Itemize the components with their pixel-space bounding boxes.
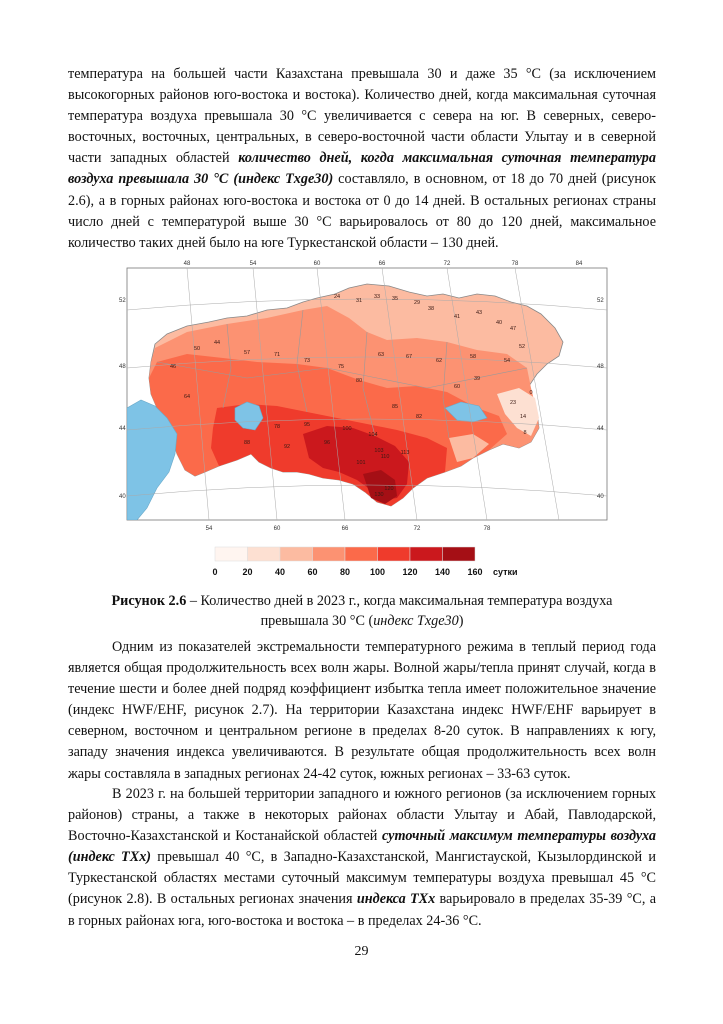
legend-swatch — [410, 547, 443, 561]
legend-tick: 20 — [242, 567, 253, 577]
page-number: 29 — [354, 944, 369, 959]
station-value: 57 — [243, 350, 251, 356]
station-value: 39 — [473, 376, 481, 382]
lon-tick-bottom: 72 — [413, 526, 421, 532]
station-value: 71 — [273, 352, 281, 358]
legend-tick: 140 — [434, 567, 451, 577]
station-value: 44 — [213, 340, 221, 346]
station-value: 46 — [169, 364, 177, 370]
station-value: 24 — [333, 294, 341, 300]
lon-tick-top: 78 — [511, 261, 519, 267]
legend-swatch — [248, 547, 281, 561]
station-value: 41 — [453, 314, 461, 320]
lon-tick-bottom: 60 — [273, 526, 281, 532]
map-legend — [205, 545, 535, 585]
lon-tick-bottom: 66 — [341, 526, 349, 532]
station-value: 80 — [355, 378, 363, 384]
lon-tick-top: 54 — [249, 261, 257, 267]
legend-tick: 120 — [402, 567, 418, 577]
figure-label: Рисунок 2.6 — [111, 593, 187, 609]
index-definition-emphasis: количество дней, когда максимальная суточная температура воздуха превышала 30 °С (индекс Txge30) — [68, 150, 656, 188]
txx-index-emphasis: индекса TXx — [356, 891, 436, 908]
paragraph-text: превышал 40 °С, в Западно-Казахстанской, Мангистауской, Кызылординской и Туркестанской областях местами суточный максимум температуры воздуха превышал 45 °С (рисунок 2.8). В остальных регионах значения — [68, 849, 656, 908]
station-value: 64 — [183, 394, 191, 400]
station-value: 50 — [193, 346, 201, 352]
legend-tick: 0 — [212, 567, 218, 577]
paragraph-text: В 2023 г. на большей территории западного и южного регионов (за исключением горных районов) страны, а также в некоторых районах области Улытау и Абай, Павлодарской, Восточно-Казахстанской и Костанайской областей — [68, 786, 656, 845]
lon-tick-top: 48 — [183, 261, 191, 267]
legend-tick: 80 — [339, 567, 351, 577]
station-value: 40 — [495, 320, 503, 326]
lon-tick-bottom: 78 — [483, 526, 491, 532]
station-value: 92 — [283, 444, 291, 450]
figure-caption — [68, 591, 656, 631]
station-value: 88 — [243, 440, 251, 446]
station-value: 58 — [469, 354, 477, 360]
paragraph-text: варьировало в пределах 35-39 °С, а в горных районах юга, юго-востока и востока – в пределах 24-36 °С. — [68, 891, 657, 929]
lat-tick-right: 48 — [597, 364, 604, 370]
legend-unit: сутки — [493, 567, 518, 577]
station-value: 100 — [342, 426, 352, 432]
station-value: 60 — [453, 384, 461, 390]
caption-text-line1: – Количество дней в 2023 г., когда максимальная температура воздуха — [186, 593, 613, 609]
legend-swatch — [345, 547, 378, 561]
station-value: 82 — [415, 414, 423, 420]
station-value: 29 — [413, 300, 421, 306]
station-value: 110 — [380, 454, 390, 460]
paragraph-heat-waves: Одним из показателей экстремальности температурного режима в теплый период года является общая продолжительность всех волн жары. Волной жары/тепла принят случай, когда в течение шести и более дней подряд коэффициент избытка тепла имеет положительное значение (индекс HWF/EHF, рисунок 2.7). На территории Казахстана индекс HWF/EHF варьирует в северном, восточном и центральном регионе в пределах 8-20 суток. В направлениях к югу, западу значения индекса увеличиваются. В результате общая продолжительность всех волн жары составляла в западных регионах 24-42 суток, южных регионах – 33-63 суток. — [68, 639, 656, 782]
station-value: 33 — [373, 294, 381, 300]
legend-tick: 40 — [274, 567, 286, 577]
lon-tick-top: 66 — [378, 261, 386, 267]
legend-swatch — [280, 547, 313, 561]
paragraph-text: температура на большей части Казахстана превышала 30 и даже 35 °С (за исключением высокогорных районов юго-востока и востока). Количество дней, когда максимальная суточная температура воздуха превышала 30 °С увеличивается с севера на юг. В северных, северо-восточных, восточных, центральных, в северо-восточной части области Улытау и в северной части западных областей — [68, 66, 656, 167]
lon-tick-bottom: 54 — [205, 526, 213, 532]
station-value: 31 — [355, 298, 363, 304]
legend-tick: 160 — [467, 567, 483, 577]
legend-swatch — [215, 547, 248, 561]
station-value: 54 — [503, 358, 511, 364]
station-value: 0 — [529, 390, 533, 396]
station-value: 23 — [509, 400, 517, 406]
lat-tick-left: 40 — [119, 494, 126, 500]
lat-tick-left: 44 — [119, 426, 126, 432]
kazakhstan-map-txge30 — [119, 258, 607, 540]
lon-tick-top: 84 — [575, 261, 583, 267]
station-value: 75 — [337, 364, 345, 370]
station-value: 35 — [391, 296, 399, 302]
paragraph-txge30-intro — [68, 64, 656, 254]
legend-swatch — [378, 547, 411, 561]
station-value: 43 — [475, 310, 483, 316]
station-value: 130 — [374, 492, 384, 498]
legend-swatch — [443, 547, 476, 561]
station-value: 38 — [427, 306, 435, 312]
lat-tick-right: 52 — [597, 298, 604, 304]
caption-text-line2: превышала 30 °С ( — [260, 613, 374, 629]
station-value: 14 — [519, 414, 527, 420]
station-value: 103 — [374, 448, 384, 454]
lat-tick-left: 48 — [119, 364, 126, 370]
lon-tick-top: 60 — [313, 261, 321, 267]
station-value: 85 — [391, 404, 399, 410]
lat-tick-left: 52 — [119, 298, 126, 304]
legend-tick: 100 — [369, 567, 386, 577]
station-value: 63 — [377, 352, 385, 358]
station-value: 8 — [523, 430, 527, 436]
station-value: 95 — [303, 422, 311, 428]
caption-close: ) — [458, 613, 464, 629]
legend-tick: 60 — [307, 567, 318, 577]
station-value: 96 — [323, 440, 331, 446]
station-value: 67 — [405, 354, 413, 360]
station-value: 52 — [518, 344, 526, 350]
station-value: 113 — [400, 450, 410, 456]
station-value: 104 — [368, 432, 378, 438]
txx-definition-emphasis: суточный максимум температуры воздуха (индекс TXx) — [68, 828, 656, 866]
paragraph-txx — [68, 784, 656, 932]
station-value: 73 — [303, 358, 311, 364]
station-value: 62 — [435, 358, 443, 364]
legend-swatch — [313, 547, 346, 561]
lat-tick-right: 40 — [597, 494, 604, 500]
lat-tick-right: 44 — [597, 426, 604, 432]
caption-index: индекс Txge30 — [373, 613, 459, 629]
station-value: 78 — [273, 424, 281, 430]
station-value: 47 — [509, 326, 517, 332]
station-value: 101 — [356, 460, 366, 466]
station-value: 120 — [384, 486, 394, 492]
lon-tick-top: 72 — [443, 261, 451, 267]
paragraph-text: составляло, в основном, от 18 до 70 дней (рисунок 2.6), а в горных районах юго-востока и востока от 0 до 14 дней. В остальных регионах страны число дней с температурой выше 30 °С варьировалось от 80 до 120 дней, максимальное количество таких дней было на юге Туркестанской области – 130 дней. — [68, 171, 657, 251]
